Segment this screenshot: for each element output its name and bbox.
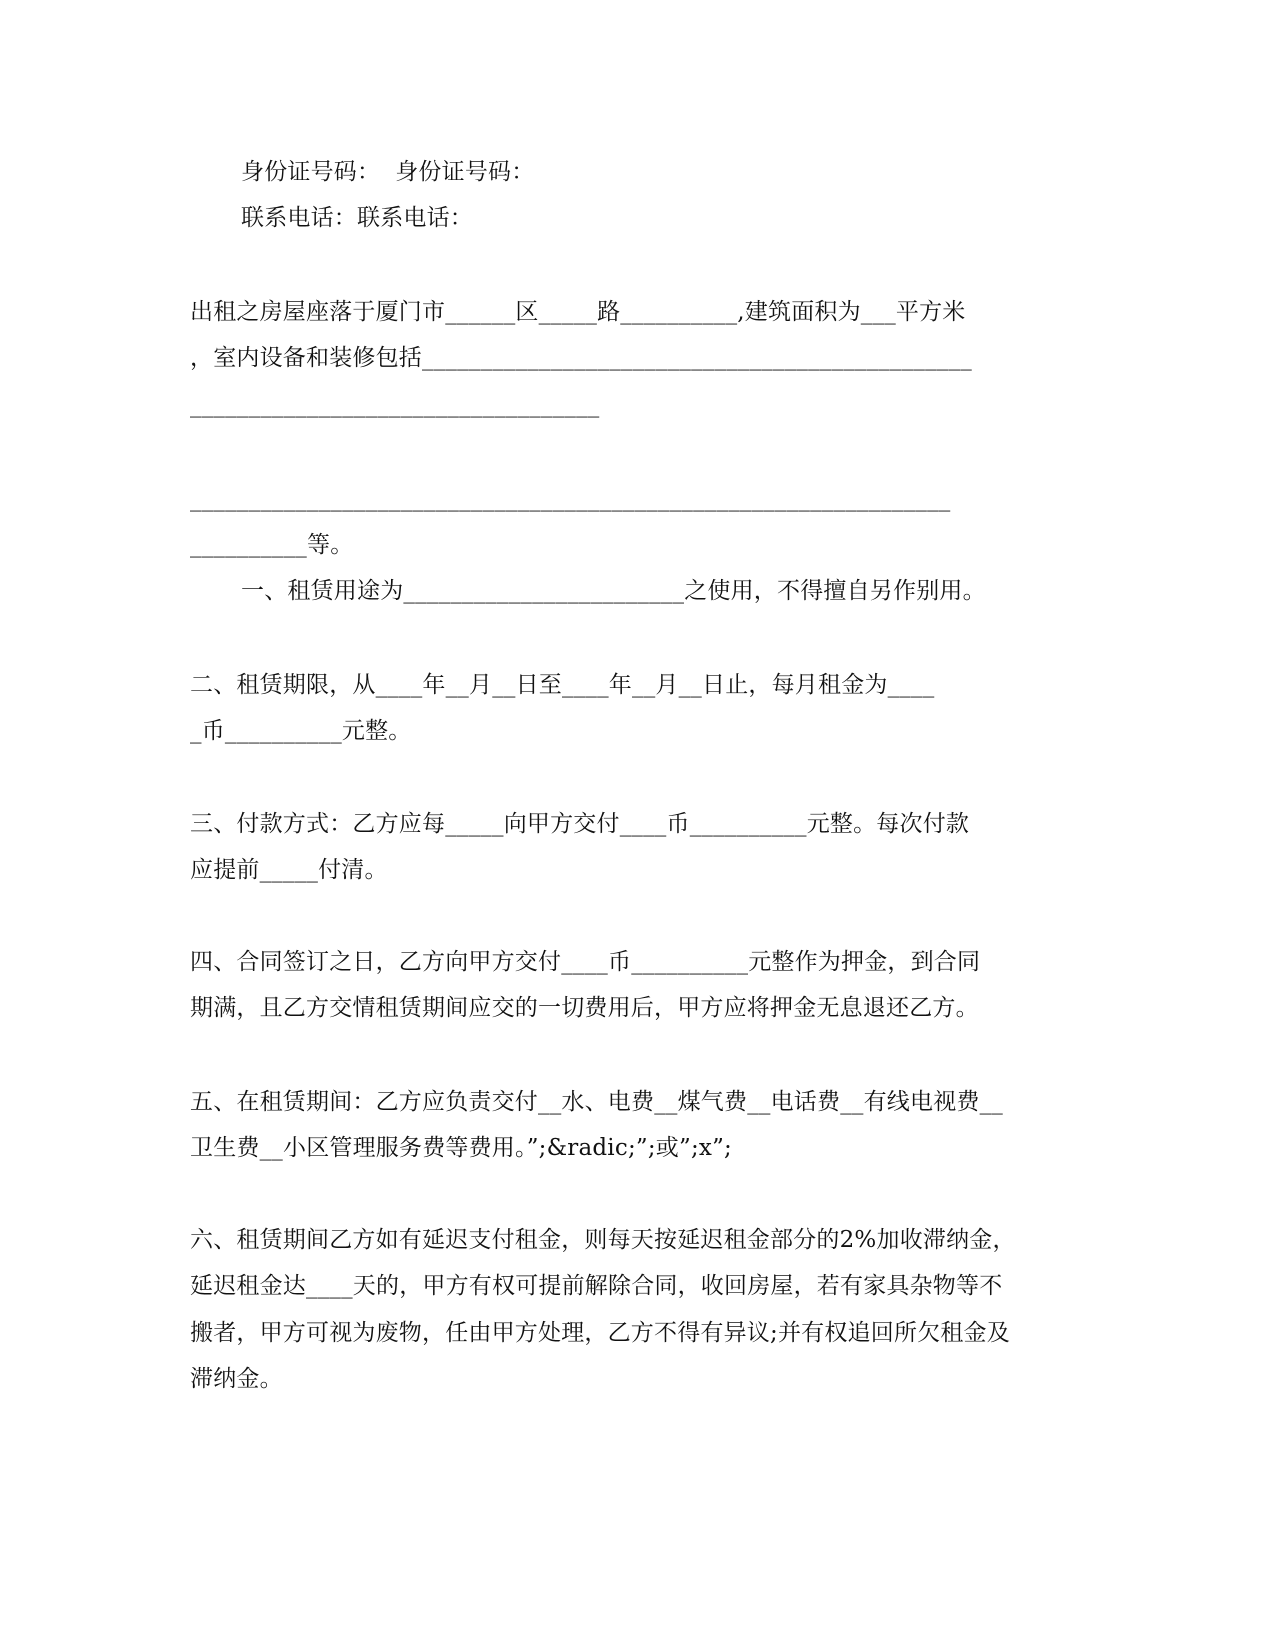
clause-4-line-1: 四、合同签订之日，乙方向甲方交付____币__________元整作为押金，到合同 <box>190 949 981 975</box>
clause-6-line-3: 搬者，甲方可视为废物，任由甲方处理，乙方不得有异议;并有权追回所欠租金及 <box>190 1320 1010 1346</box>
phone-line: 联系电话：联系电话： <box>241 205 473 231</box>
clause-3-line-1: 三、付款方式：乙方应每_____向甲方交付____币__________元整。每次付款 <box>190 811 970 837</box>
clause-5-line-1: 五、在租赁期间：乙方应负责交付__水、电费__煤气费__电话费__有线电视费__ <box>190 1089 1003 1115</box>
clause-6-line-1: 六、租赁期间乙方如有延迟支付租金，则每天按延迟租金部分的2%加收滞纳金， <box>190 1227 1016 1253</box>
clause-2-line-2: _币__________元整。 <box>190 718 412 744</box>
clause-1-line: 一、租赁用途为________________________之使用，不得擅自另作别用。 <box>241 578 986 604</box>
equipment-line-4: __________等。 <box>190 532 354 558</box>
clause-6-line-2: 延迟租金达____天的，甲方有权可提前解除合同，收回房屋，若有家具杂物等不 <box>190 1273 1003 1299</box>
clause-5-line-2: 卫生费__小区管理服务费等费用。”;&radic;”;或”;x”; <box>190 1135 732 1161</box>
clause-3-line-2: 应提前_____付清。 <box>190 857 388 883</box>
equipment-line-2: ___________________________________ <box>190 392 600 418</box>
property-location-line: 出租之房屋座落于厦门市______区_____路__________,建筑面积为___平方米 <box>190 299 966 325</box>
equipment-line-1: ，室内设备和装修包括_______________________________________________ <box>190 345 972 371</box>
id-number-line: 身份证号码： 身份证号码： <box>241 159 535 185</box>
clause-6-line-4: 滞纳金。 <box>190 1366 283 1392</box>
equipment-line-3: _________________________________________________________________ <box>190 486 951 512</box>
clause-4-line-2: 期满，且乙方交情租赁期间应交的一切费用后，甲方应将押金无息退还乙方。 <box>190 995 979 1021</box>
clause-2-line-1: 二、租赁期限，从____年__月__日至____年__月__日止，每月租金为____ <box>190 672 935 698</box>
